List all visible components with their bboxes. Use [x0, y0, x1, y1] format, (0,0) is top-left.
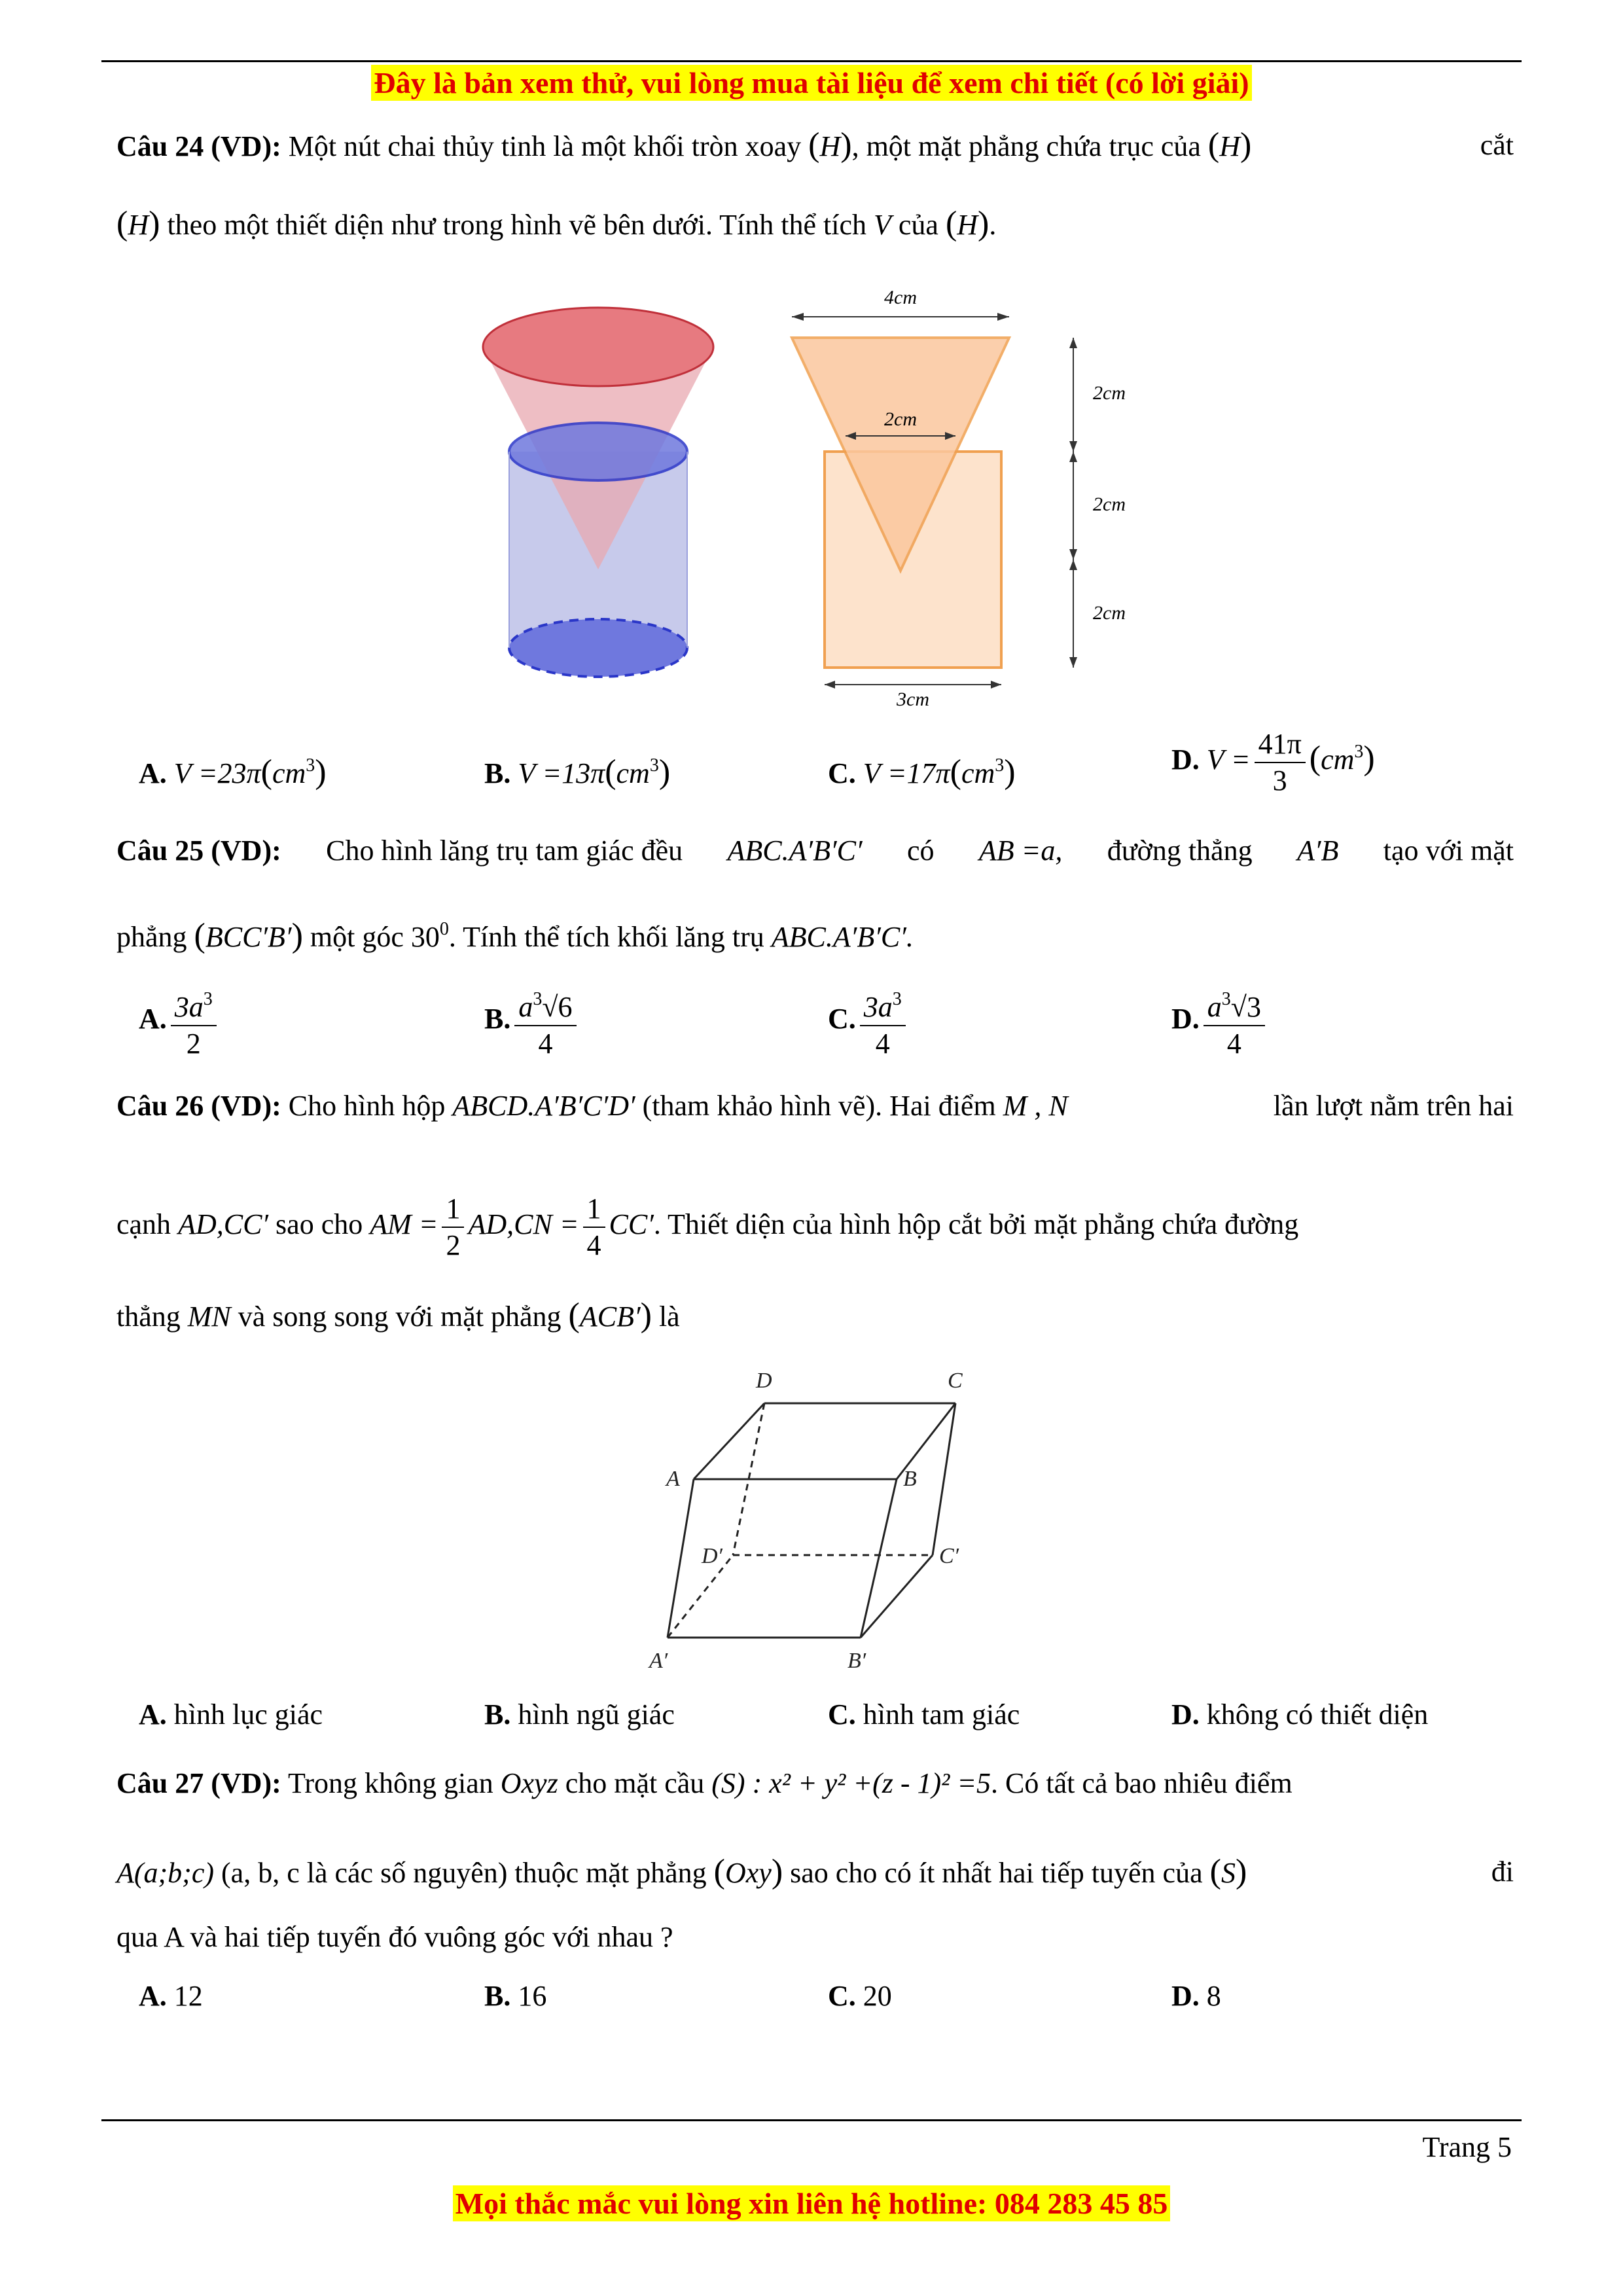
- q25-line2: phẳng (BCC′B′) một góc $30^0$. Tính thể tích khối lăng trụ ABC.A′B′C′.: [116, 917, 914, 954]
- q27-line3: qua A và hai tiếp tuyến đó vuông góc với nhau ?: [116, 1921, 673, 1953]
- q27-line2: A(a;b;c) (a, b, c là các số nguyên) thuộc mặt phẳng (Oxy) sao cho có ít nhất hai tiếp tuyến của (S) đi: [116, 1853, 1514, 1890]
- svg-text:2cm: 2cm: [1093, 382, 1126, 404]
- q25-option-c[interactable]: C. $\frac{3a^3}{4}$: [828, 982, 910, 1062]
- q27-option-d[interactable]: D. 8: [1171, 1980, 1221, 2012]
- svg-text:2cm: 2cm: [1093, 493, 1126, 515]
- svg-text:C: C: [948, 1369, 963, 1393]
- bottom-rule: [101, 2119, 1522, 2121]
- q24-option-d[interactable]: D. V = $\frac{41\pi}{3}$ $(cm^3)$: [1171, 728, 1375, 797]
- q26-option-d[interactable]: D. không có thiết diện: [1171, 1698, 1429, 1731]
- stopper-3d-figure: [471, 301, 733, 694]
- q26-option-a[interactable]: A. hình lục giác: [139, 1698, 323, 1731]
- q25-option-b[interactable]: B. $\frac{a^3√6}{4}$: [484, 982, 580, 1062]
- svg-text:2cm: 2cm: [884, 408, 917, 430]
- q26-line1: Câu 26 (VD): Cho hình hộp ABCD.A′B′C′D′ (tham khảo hình vẽ). Hai điểm M , N lần lượt nằm trên hai: [116, 1090, 1514, 1122]
- svg-text:D: D: [756, 1369, 772, 1393]
- q27-option-c[interactable]: C. 20: [828, 1980, 892, 2012]
- q27-option-a[interactable]: A. 12: [139, 1980, 203, 2012]
- cross-section-figure: [785, 275, 1191, 707]
- q26-option-c[interactable]: C. hình tam giác: [828, 1698, 1020, 1731]
- q24-line1: Câu 24 (VD): Một nút chai thủy tinh là một khối tròn xoay (H), một mặt phẳng chứa trục của (H) cắt: [116, 126, 1514, 164]
- svg-text:C′: C′: [939, 1544, 959, 1568]
- hotline-banner: Mọi thắc mắc vui lòng xin liên hệ hotline: 084 283 45 85: [0, 2186, 1623, 2221]
- svg-text:D′: D′: [702, 1544, 722, 1568]
- q26-line3: thẳng MN và song song với mặt phẳng (ACB′) là: [116, 1297, 680, 1334]
- q24-line2: (H) theo một thiết diện như trong hình vẽ bên dưới. Tính thể tích V của (H).: [116, 205, 997, 242]
- q25-line1: Câu 25 (VD): Cho hình lăng trụ tam giác đều ABC.A′B′C′ có AB =a, đường thẳng A′B tạo với mặt: [116, 834, 1514, 867]
- q24-option-a[interactable]: A. $V =23\pi(cm^3)$: [139, 753, 327, 791]
- q25-option-d[interactable]: D. $\frac{a^3√3}{4}$: [1171, 982, 1269, 1062]
- parallelepiped-figure: [648, 1355, 995, 1682]
- page-number: Trang 5: [1422, 2131, 1512, 2163]
- q27-line1: Câu 27 (VD): Trong không gian Oxyz cho mặt cầu (S) : x² + y² +(z - 1)² =5. Có tất cả bao nhiêu điểm: [116, 1767, 1293, 1799]
- svg-text:B′: B′: [847, 1649, 866, 1673]
- q25-option-a[interactable]: A. $\frac{3a^3}{2}$: [139, 982, 221, 1062]
- preview-banner: Đây là bản xem thử, vui lòng mua tài liệu để xem chi tiết (có lời giải): [0, 65, 1623, 100]
- svg-text:B: B: [903, 1467, 917, 1491]
- q24-option-b[interactable]: B. $V =13\pi(cm^3)$: [484, 753, 671, 791]
- top-rule: [101, 60, 1522, 62]
- q27-option-b[interactable]: B. 16: [484, 1980, 547, 2012]
- q26-option-b[interactable]: B. hình ngũ giác: [484, 1698, 675, 1731]
- svg-text:A′: A′: [649, 1649, 668, 1673]
- svg-text:4cm: 4cm: [884, 287, 917, 308]
- svg-text:2cm: 2cm: [1093, 602, 1126, 624]
- q24-option-c[interactable]: C. $V =17\pi(cm^3)$: [828, 753, 1016, 791]
- svg-text:A: A: [666, 1467, 680, 1491]
- q26-line2: cạnh AD,CC′ sao cho AM = $\frac{1}{2}$ AD,CN = $\frac{1}{4}$ CC′. Thiết diện của hình hộp cắt bởi mặt phẳng chứa đường: [116, 1193, 1299, 1261]
- svg-text:3cm: 3cm: [897, 689, 929, 707]
